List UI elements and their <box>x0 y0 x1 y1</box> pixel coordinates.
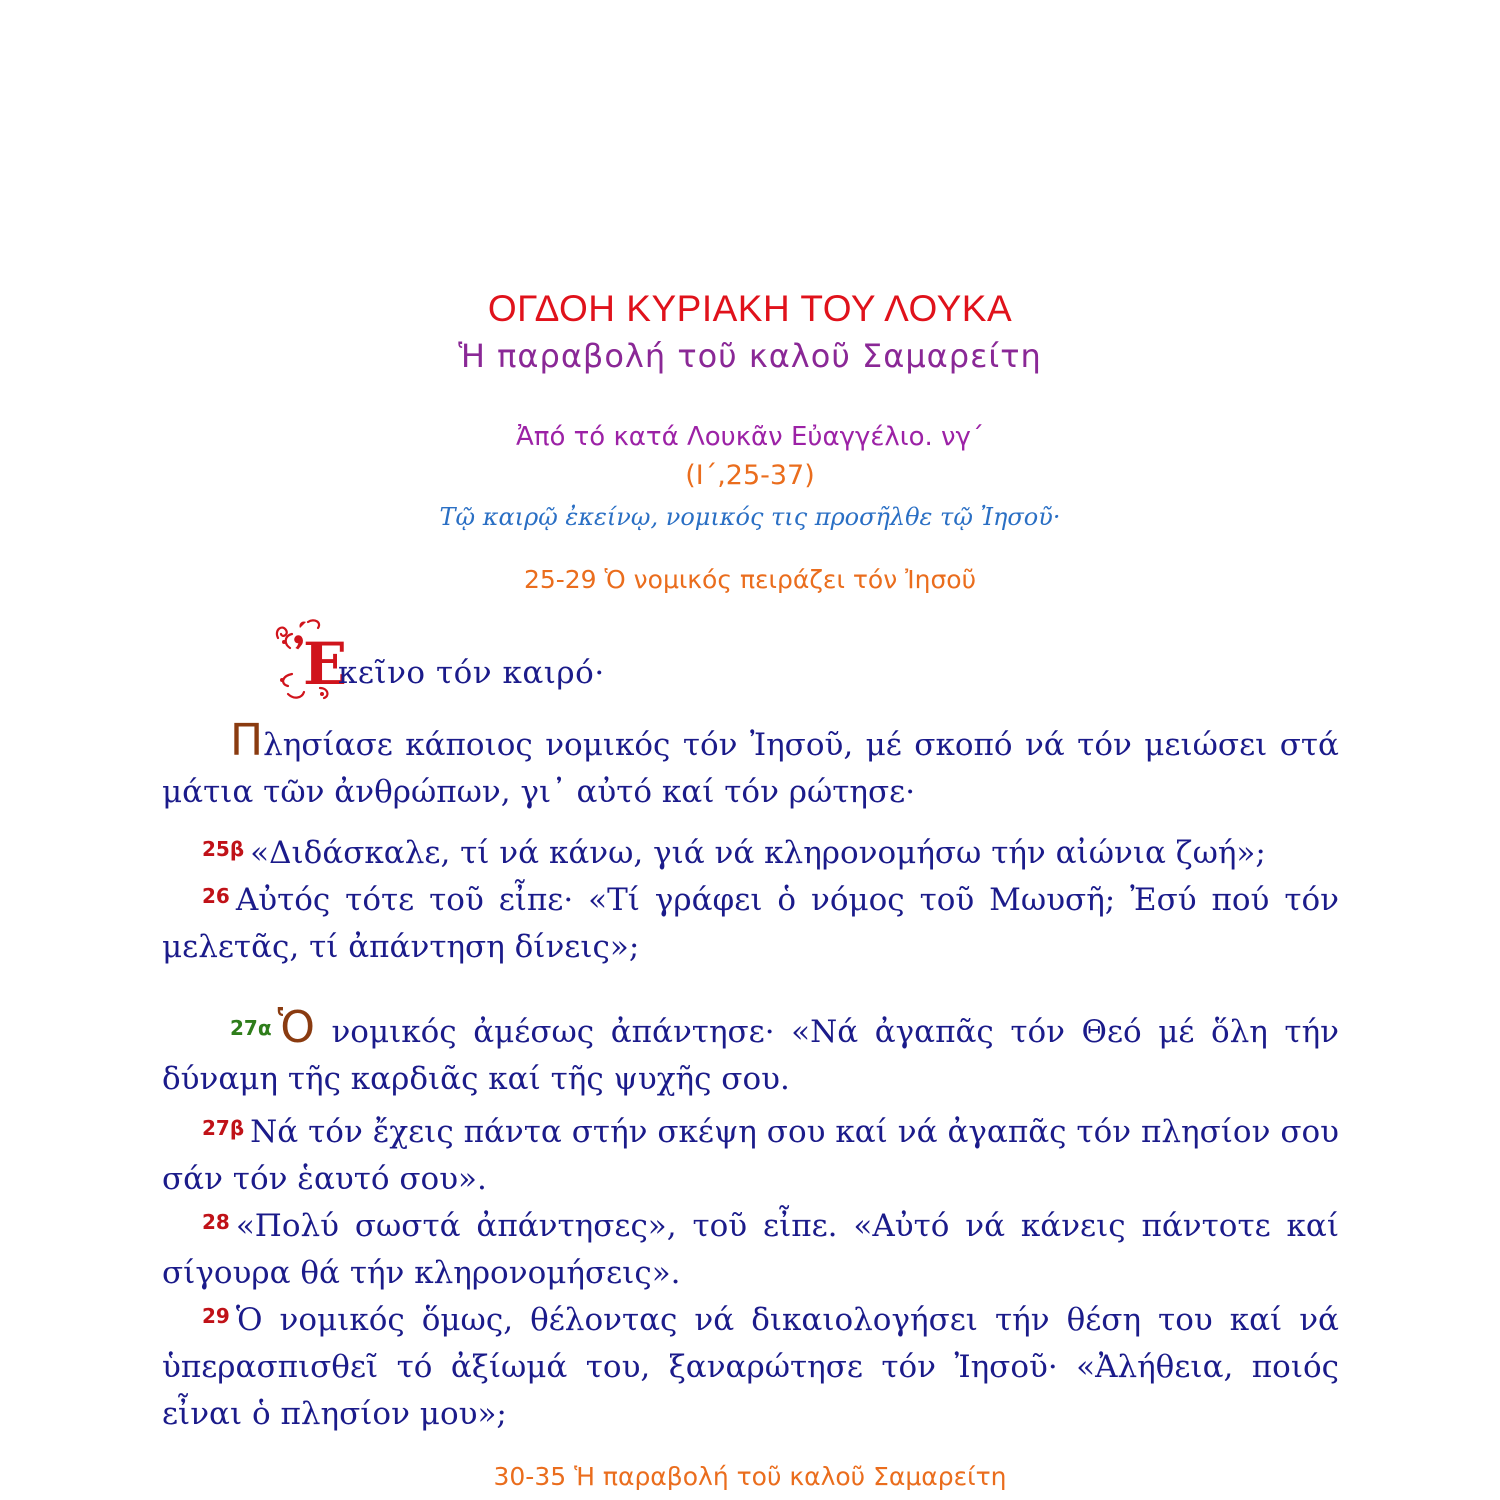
verse-number: 29 <box>202 1304 230 1328</box>
page-subtitle: Ἡ παραβολή τοῦ καλοῦ Σαμαρείτη <box>458 337 1042 375</box>
verse-text: «Πολύ σωστά ἀπάντησες», τοῦ εἶπε. «Αὐτό νά κάνεις πάντοτε καί σίγουρα θά τήν κληρονομήσεις». <box>162 1208 1339 1291</box>
opening-phrase: κεῖνο τόν καιρό· <box>338 655 605 691</box>
chapter-reference: (Ι΄,25-37) <box>685 460 815 491</box>
verse-text: Αὐτός τότε τοῦ εἶπε· «Τί γράφει ὁ νόμος τοῦ Μωυσῆ; Ἐσύ πού τόν μελετᾶς, τί ἀπάντηση δίνεις»; <box>162 882 1339 965</box>
verse-number: 28 <box>202 1210 230 1234</box>
liturgical-intro: Τῷ καιρῷ ἐκείνῳ, νομικός τις προσῆλθε τῷ Ἰησοῦ· <box>439 503 1061 531</box>
page-title: ΟΓΔΟΗ ΚΥΡΙΑΚΗ ΤΟΥ ΛΟΥΚΑ <box>487 288 1013 329</box>
verse-28 <box>162 1199 1339 1297</box>
verse-25b <box>162 826 1339 877</box>
verse-27b <box>162 1105 1339 1203</box>
dropcap: Ὁ <box>277 1002 315 1053</box>
verse-29 <box>162 1293 1339 1438</box>
verse-text: Νά τόν ἔχεις πάντα στήν σκέψη σου καί νά ἀγαπᾶς τόν πλησίον σου σάν τόν ἑαυτό σου». <box>162 1114 1339 1197</box>
section-heading-first: 25-29 Ὁ νομικός πειράζει τόν Ἰησοῦ <box>523 565 977 594</box>
paragraph-intro <box>162 715 1339 816</box>
ornamental-initial-icon <box>272 618 348 702</box>
verse-number: 26 <box>202 884 230 908</box>
verse-text: νομικός ἀμέσως ἀπάντησε· «Νά ἀγαπᾶς τόν Θεό μέ ὅλη τήν δύναμη τῆς καρδιᾶς καί τῆς ψυχῆς σου. <box>162 1014 1339 1097</box>
dropcap: Π <box>230 715 264 766</box>
paragraph-text: λησίασε κάποιος νομικός τόν Ἰησοῦ, μέ σκοπό νά τόν μειώσει στά μάτια τῶν ἀνθρώπων, γι᾽ αὐτό καί τόν ρώτησε· <box>162 727 1339 810</box>
verse-26 <box>162 873 1339 971</box>
verse-27a <box>162 1002 1339 1103</box>
ornament-letter: Ἐ <box>294 630 348 698</box>
verse-number: 27β <box>202 1116 245 1140</box>
section-heading-second: 30-35 Ἡ παραβολή τοῦ καλοῦ Σαμαρείτη <box>493 1462 1007 1491</box>
verse-number: 25β <box>202 837 245 861</box>
verse-text: «Διδάσκαλε, τί νά κάνω, γιά νά κληρονομήσω τήν αἰώνια ζωή»; <box>250 835 1266 871</box>
gospel-source: Ἀπό τό κατά Λουκᾶν Εὐαγγέλιο. νγ΄ <box>516 422 984 452</box>
verse-text: Ὁ νομικός ὅμως, θέλοντας νά δικαιολογήσει τήν θέση του καί νά ὑπερασπισθεῖ τό ἀξίωμά του, ξαναρώτησε τόν Ἰησοῦ· «Ἀλήθεια, ποιός εἶναι ὁ πλησίον μου»; <box>162 1302 1339 1432</box>
verse-number: 27α <box>230 1016 272 1040</box>
